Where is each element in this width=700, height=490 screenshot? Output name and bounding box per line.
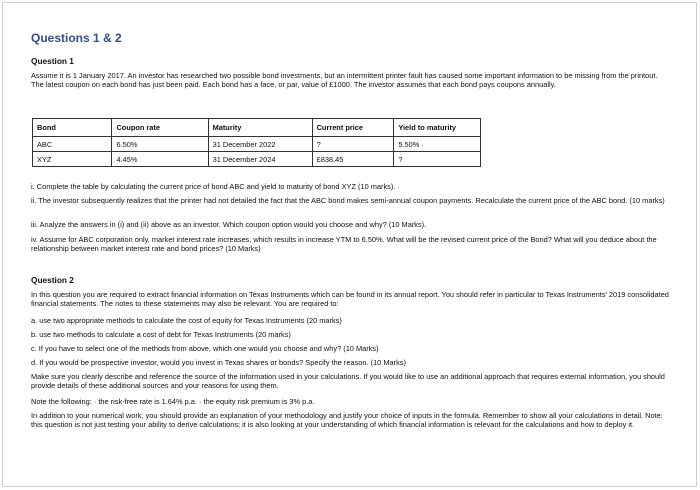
cell-yield-to-maturity: ?	[394, 152, 481, 167]
question-1-item-iv: iv. Assume for ABC corporation only, market interest rate increases, which results in increase YTM to 6.50%. What will be the revised current price of the Bond? What will you deduce about the relationship between market interest rate and bond prices? (10 Marks)	[31, 235, 657, 253]
header-yield-to-maturity: Yield to maturity	[394, 119, 481, 137]
cell-yield-to-maturity: 5.50% ·	[394, 137, 481, 152]
header-current-price: Current price	[312, 119, 394, 137]
question-2-item-a: a. use two appropriate methods to calculate the cost of equity for Texas Instruments (20 marks)	[31, 316, 342, 325]
header-maturity: Maturity	[208, 119, 312, 137]
question-2-item-c: c. If you have to select one of the methods from above, which one would you choose and why? (10 Marks)	[31, 344, 379, 353]
question-2-item-d: d. If you would be prospective investor, would you invest in Texas shares or bonds? Specify the reason. (10 Marks)	[31, 358, 406, 367]
cell-bond: ABC	[33, 137, 112, 152]
cell-bond: XYZ	[33, 152, 112, 167]
question-2-note: Note the following: · the risk-free rate is 1.64% p.a. · the equity risk premium is 3% p.a.	[31, 397, 315, 406]
question-1-intro: Assume it is 1 January 2017. An investor has researched two possible bond investments, but an intermittent printer fault has caused some important information to be missing from the printout. The latest coupon on each bond has just been paid. Each bond has a face, or par, value of £1000. The investor assumes that each bond pays coupons annually.	[31, 71, 658, 89]
cell-coupon-rate: 4.45%	[112, 152, 208, 167]
table-header-row	[33, 119, 481, 137]
cell-maturity: 31 December 2022	[208, 137, 312, 152]
question-2-guidance: Make sure you clearly describe and reference the source of the information used in your calculations. If you would like to use an additional approach that requires external information, you should provide details of these additional sources and your reasons for using them.	[31, 372, 665, 390]
cell-coupon-rate: 6.50%	[112, 137, 208, 152]
table-row	[33, 152, 481, 167]
question-2-intro: In this question you are required to extract financial information on Texas Instruments which can be found in its annual report. You should refer in particular to Texas Instruments' 2019 consolidated financial statements. The notes to these statements may also be relevant. You are required to:	[31, 290, 669, 308]
page-heading: Questions 1 & 2	[31, 31, 122, 45]
cell-current-price: ?	[312, 137, 394, 152]
question-1-item-iii: iii. Analyze the answers in (i) and (ii) above as an investor. Which coupon option would you choose and why? (10 Marks).	[31, 220, 427, 229]
question-1-item-i: i. Complete the table by calculating the current price of bond ABC and yield to maturity of bond XYZ (10 marks). ·	[31, 182, 400, 191]
table-row	[33, 137, 481, 152]
header-bond: Bond	[33, 119, 112, 137]
bond-table	[32, 118, 481, 167]
question-1-title: Question 1	[31, 56, 74, 66]
question-2-title: Question 2	[31, 275, 74, 285]
question-1-item-ii: ii. The investor subsequently realizes that the printer had not detailed the fact that the ABC bond makes semi-annual coupon payments. Recalculate the current price of the ABC bond. (10 marks)	[31, 196, 665, 205]
question-2-closing: In addition to your numerical work, you should provide an explanation of your methodology and justify your choice of inputs in the formula. Remember to show all your calculations in detail. Note: this question is not just testing your ability to derive calculations; it is also looking at your understanding of which financial information is relevant for the calculations and how to deploy it.	[31, 411, 663, 429]
cell-current-price: £838.45	[312, 152, 394, 167]
question-2-item-b: b. use two methods to calculate a cost of debt for Texas Instruments (20 marks)	[31, 330, 291, 339]
header-coupon-rate: Coupon rate	[112, 119, 208, 137]
cell-maturity: 31 December 2024	[208, 152, 312, 167]
